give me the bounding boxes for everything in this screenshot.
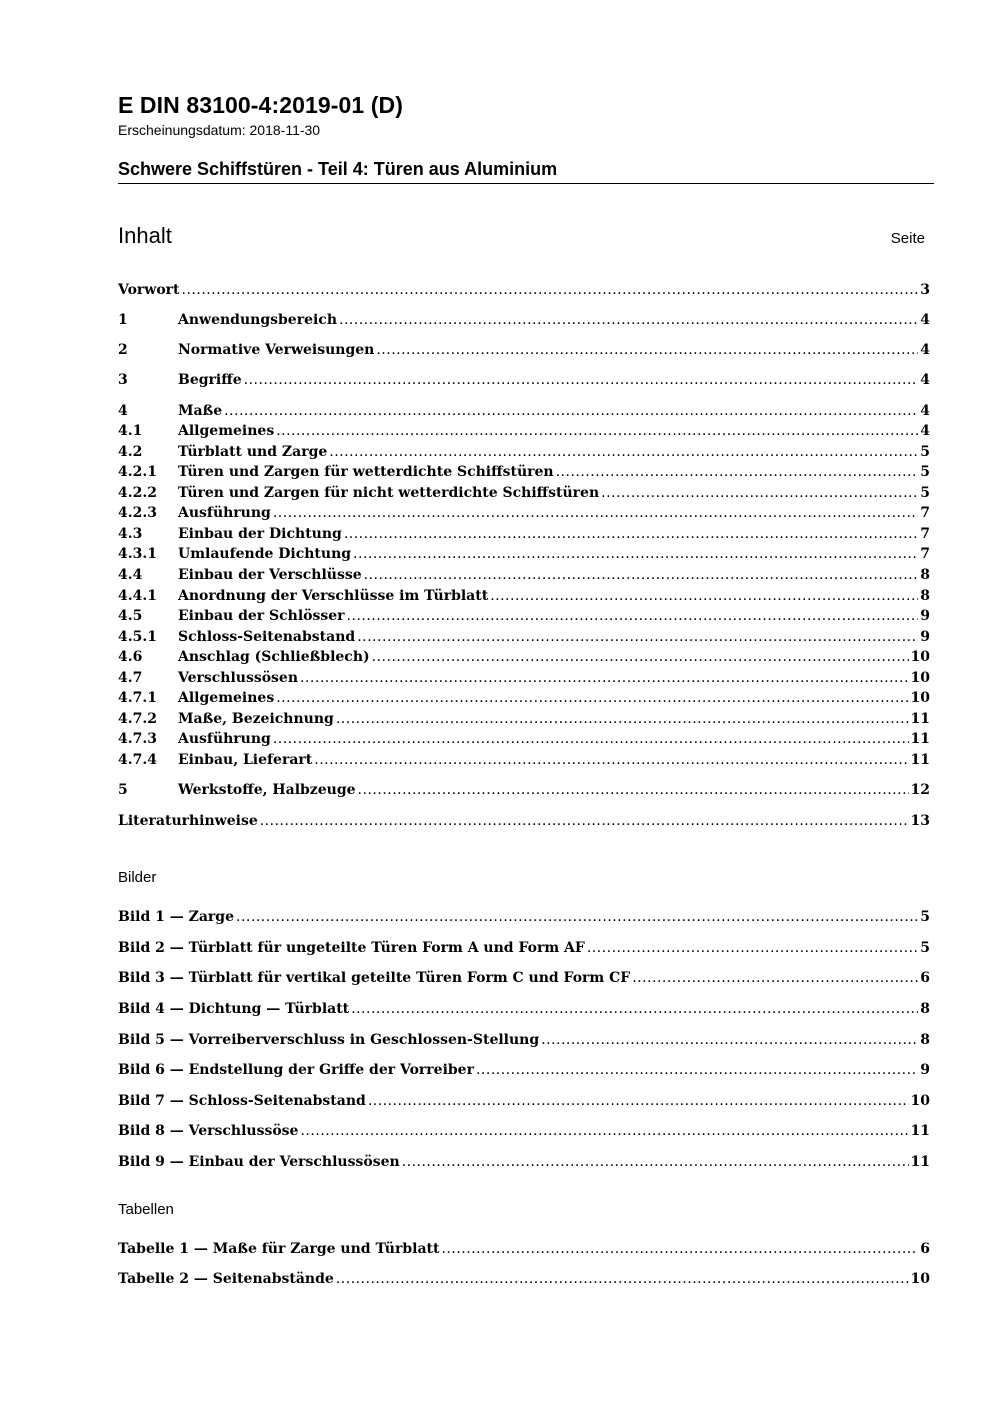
table-entry-text: Tabelle 2 — Seitenabstände (118, 1271, 334, 1287)
toc-entry-text: Normative Verweisungen (178, 342, 375, 358)
figure-entry-text: Bild 8 — Verschlussöse (118, 1123, 299, 1139)
toc-entry[interactable] (118, 586, 930, 606)
tables-heading: Tabellen (118, 1201, 174, 1218)
document-id: E DIN 83100-4:2019-01 (D) (118, 92, 404, 118)
figure-entry[interactable] (118, 1121, 930, 1141)
toc-entry-text: Literaturhinweise (118, 813, 258, 829)
toc-entry-text: Anschlag (Schließblech) (178, 649, 370, 665)
toc-entry[interactable] (118, 370, 930, 390)
toc-entry-page: 5 (920, 464, 930, 480)
figures-heading: Bilder (118, 869, 157, 886)
toc-entry-text: Einbau der Verschlüsse (178, 567, 362, 583)
toc-entry-number: 4.1 (118, 423, 143, 439)
toc-leader-dots (224, 401, 918, 421)
toc-entry-number: 4 (118, 403, 128, 419)
toc-entry-number: 1 (118, 312, 128, 328)
toc-entry-text: Türblatt und Zarge (178, 444, 328, 460)
toc-entry-text: Anwendungsbereich (178, 312, 337, 328)
toc-entry-number: 4.5 (118, 608, 143, 624)
page-column-label: Seite (890, 230, 925, 247)
toc-entry-text: Maße, Bezeichnung (178, 711, 334, 727)
toc-entry-page: 4 (920, 403, 930, 419)
toc-entry-text: Anordnung der Verschlüsse im Türblatt (178, 588, 489, 604)
toc-leader-dots (357, 627, 918, 647)
toc-entry-number: 4.4 (118, 567, 143, 583)
figure-entry[interactable] (118, 1152, 930, 1172)
toc-entry[interactable] (118, 668, 930, 688)
toc-entry-page: 11 (910, 731, 930, 747)
toc-entry-page: 11 (910, 752, 930, 768)
toc-entry-text: Verschlussösen (178, 670, 299, 686)
toc-entry-page: 3 (920, 282, 930, 298)
toc-entry-page: 4 (920, 342, 930, 358)
figure-entry[interactable] (118, 968, 930, 988)
toc-leader-dots (358, 780, 909, 800)
toc-entry-page: 9 (920, 608, 930, 624)
toc-entry-page: 9 (920, 629, 930, 645)
figure-entry-text: Bild 3 — Türblatt für vertikal geteilte Türen Form C und Form CF (118, 970, 631, 986)
toc-entry-text: Ausführung (178, 505, 271, 521)
toc-entry[interactable] (118, 544, 930, 564)
toc-leader-dots (273, 729, 909, 749)
toc-entry-text: Werkstoffe, Halbzeuge (178, 782, 356, 798)
toc-entry-number: 4.2 (118, 444, 143, 460)
toc-leader-dots (336, 1269, 909, 1289)
table-entry-text: Tabelle 1 — Maße für Zarge und Türblatt (118, 1241, 440, 1257)
toc-entry-page: 5 (920, 485, 930, 501)
toc-entry-number: 4.7.2 (118, 711, 157, 727)
toc-leader-dots (376, 340, 918, 360)
figure-entry-page: 11 (910, 1123, 930, 1139)
toc-leader-dots (273, 503, 918, 523)
toc-entry-page: 8 (920, 588, 930, 604)
figure-entry-page: 8 (920, 1001, 930, 1017)
toc-entry-number: 4.2.3 (118, 505, 157, 521)
toc-entry-text: Vorwort (118, 282, 180, 298)
figure-entry-page: 6 (920, 970, 930, 986)
toc-entry[interactable] (118, 280, 930, 300)
toc-entry-text: Einbau der Dichtung (178, 526, 342, 542)
toc-entry[interactable] (118, 811, 930, 831)
toc-entry[interactable] (118, 729, 930, 749)
figure-entry-page: 5 (920, 909, 930, 925)
toc-entry-page: 4 (920, 423, 930, 439)
toc-entry[interactable] (118, 401, 930, 421)
toc-entry[interactable] (118, 483, 930, 503)
figure-entry-text: Bild 2 — Türblatt für ungeteilte Türen Form A und Form AF (118, 940, 585, 956)
toc-entry-text: Begriffe (178, 372, 242, 388)
figure-entry-text: Bild 1 — Zarge (118, 909, 234, 925)
toc-entry-page: 10 (910, 690, 930, 706)
toc-entry-page: 10 (910, 670, 930, 686)
toc-entry[interactable] (118, 442, 930, 462)
toc-entry[interactable] (118, 462, 930, 482)
toc-leader-dots (244, 370, 919, 390)
toc-leader-dots (182, 280, 919, 300)
figure-entry-text: Bild 6 — Endstellung der Griffe der Vorreiber (118, 1062, 474, 1078)
title-divider (118, 183, 934, 184)
toc-leader-dots (364, 565, 919, 585)
toc-entry-number: 2 (118, 342, 128, 358)
toc-leader-dots (344, 524, 918, 544)
toc-entry-page: 12 (910, 782, 930, 798)
toc-entry-number: 4.6 (118, 649, 143, 665)
toc-entry-text: Einbau, Lieferart (178, 752, 313, 768)
toc-entry[interactable] (118, 750, 930, 770)
toc-entry-number: 4.7.1 (118, 690, 157, 706)
toc-leader-dots (260, 811, 909, 831)
toc-entry-page: 8 (920, 567, 930, 583)
toc-leader-dots (632, 968, 918, 988)
toc-leader-dots (402, 1152, 909, 1172)
toc-entry-text: Allgemeines (178, 690, 275, 706)
figure-entry[interactable] (118, 907, 930, 927)
toc-entry[interactable] (118, 524, 930, 544)
toc-entry-text: Allgemeines (178, 423, 275, 439)
toc-entry-text: Türen und Zargen für wetterdichte Schiffstüren (178, 464, 554, 480)
toc-entry[interactable] (118, 565, 930, 585)
toc-entry[interactable] (118, 688, 930, 708)
toc-entry-number: 4.2.2 (118, 485, 157, 501)
table-entry[interactable] (118, 1269, 930, 1289)
toc-leader-dots (351, 999, 918, 1019)
toc-entry-number: 4.7 (118, 670, 143, 686)
toc-leader-dots (601, 483, 918, 503)
figure-entry-page: 8 (920, 1032, 930, 1048)
toc-entry[interactable] (118, 627, 930, 647)
toc-entry-page: 13 (910, 813, 930, 829)
toc-entry-page: 7 (920, 546, 930, 562)
toc-leader-dots (556, 462, 919, 482)
toc-entry-number: 4.5.1 (118, 629, 157, 645)
figure-entry-page: 11 (910, 1154, 930, 1170)
publication-date: Erscheinungsdatum: 2018-11-30 (118, 122, 321, 138)
toc-entry-page: 10 (910, 649, 930, 665)
toc-leader-dots (329, 442, 918, 462)
figure-entry-page: 10 (910, 1093, 930, 1109)
figure-entry-text: Bild 7 — Schloss-Seitenabstand (118, 1093, 366, 1109)
figure-entry[interactable] (118, 1030, 930, 1050)
toc-leader-dots (353, 544, 918, 564)
toc-heading: Inhalt (118, 223, 172, 248)
toc-entry[interactable] (118, 606, 930, 626)
toc-entry[interactable] (118, 647, 930, 667)
toc-entry-text: Umlaufende Dichtung (178, 546, 352, 562)
toc-entry[interactable] (118, 340, 930, 360)
toc-leader-dots (476, 1060, 918, 1080)
toc-entry[interactable] (118, 709, 930, 729)
toc-entry-text: Schloss-Seitenabstand (178, 629, 356, 645)
toc-leader-dots (541, 1030, 918, 1050)
toc-entry-text: Maße (178, 403, 223, 419)
figure-entry-page: 5 (920, 940, 930, 956)
toc-leader-dots (276, 688, 908, 708)
toc-entry-text: Einbau der Schlösser (178, 608, 345, 624)
toc-leader-dots (276, 421, 918, 441)
toc-entry-page: 4 (920, 312, 930, 328)
figure-entry[interactable] (118, 938, 930, 958)
figure-entry[interactable] (118, 1060, 930, 1080)
document-title: Schwere Schiffstüren - Teil 4: Türen aus Aluminium (118, 159, 558, 179)
toc-leader-dots (336, 709, 909, 729)
toc-leader-dots (300, 1121, 908, 1141)
toc-leader-dots (339, 310, 918, 330)
toc-leader-dots (490, 586, 918, 606)
toc-entry-number: 4.4.1 (118, 588, 157, 604)
toc-entry-number: 4.3 (118, 526, 143, 542)
figure-entry-page: 9 (920, 1062, 930, 1078)
table-entry-page: 6 (920, 1241, 930, 1257)
toc-entry[interactable] (118, 503, 930, 523)
toc-leader-dots (368, 1091, 909, 1111)
toc-entry-number: 4.7.3 (118, 731, 157, 747)
toc-entry-page: 7 (920, 505, 930, 521)
toc-entry-page: 4 (920, 372, 930, 388)
toc-entry-number: 4.7.4 (118, 752, 157, 768)
toc-leader-dots (314, 750, 908, 770)
toc-entry[interactable] (118, 780, 930, 800)
figure-entry-text: Bild 9 — Einbau der Verschlussösen (118, 1154, 400, 1170)
figure-entry-text: Bild 5 — Vorreiberverschluss in Geschlossen-Stellung (118, 1032, 540, 1048)
toc-leader-dots (587, 938, 918, 958)
table-entry-page: 10 (910, 1271, 930, 1287)
toc-leader-dots (441, 1239, 918, 1259)
toc-leader-dots (236, 907, 918, 927)
figure-entry-text: Bild 4 — Dichtung — Türblatt (118, 1001, 350, 1017)
toc-entry[interactable] (118, 310, 930, 330)
toc-entry-text: Ausführung (178, 731, 271, 747)
figure-entry[interactable] (118, 1091, 930, 1111)
toc-leader-dots (372, 647, 909, 667)
toc-entry-text: Türen und Zargen für nicht wetterdichte Schiffstüren (178, 485, 600, 501)
table-entry[interactable] (118, 1239, 930, 1259)
toc-entry-number: 5 (118, 782, 128, 798)
toc-entry-page: 5 (920, 444, 930, 460)
toc-entry-number: 4.3.1 (118, 546, 157, 562)
toc-entry-number: 4.2.1 (118, 464, 157, 480)
toc-entry-page: 11 (910, 711, 930, 727)
toc-entry[interactable] (118, 421, 930, 441)
figure-entry[interactable] (118, 999, 930, 1019)
toc-leader-dots (347, 606, 919, 626)
toc-leader-dots (300, 668, 909, 688)
toc-entry-number: 3 (118, 372, 128, 388)
toc-entry-page: 7 (920, 526, 930, 542)
